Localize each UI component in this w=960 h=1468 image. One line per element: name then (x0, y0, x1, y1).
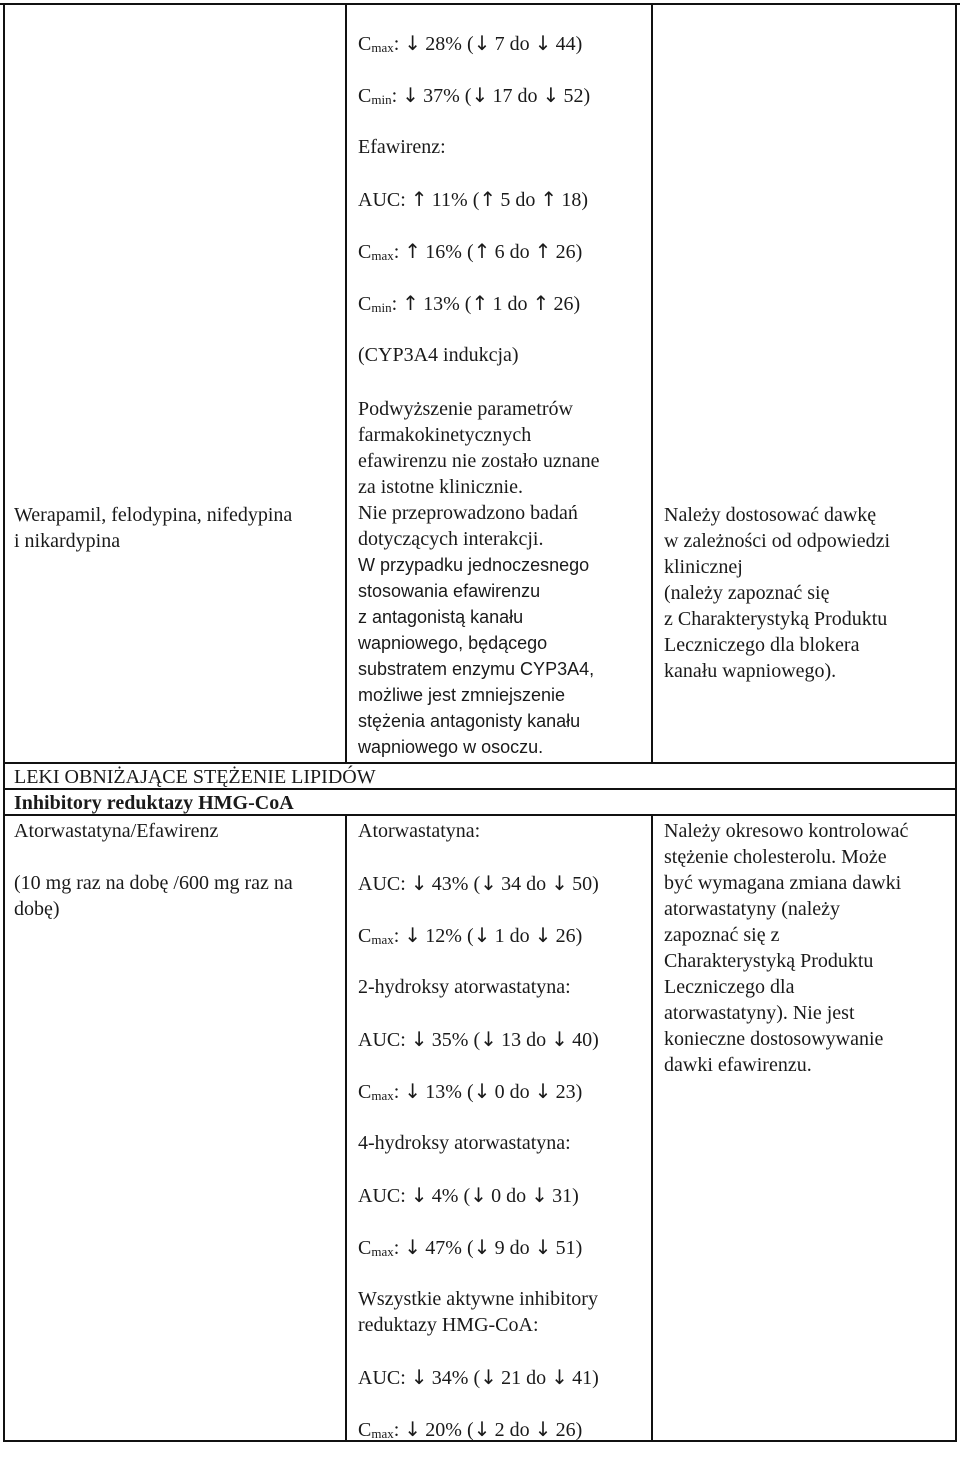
down-arrow-icon: ↓ (473, 31, 491, 55)
recommendation-cell-atorwastatyna (664, 818, 952, 1078)
effect-line-sans: substratem enzymu CYP3A4, (358, 659, 595, 679)
effect-line: dotyczących interakcji. (358, 528, 544, 550)
drug-title: Atorwastatyna/Efawirenz (14, 820, 219, 842)
recommendation-line: z Charakterystyką Produktu (664, 608, 888, 630)
dose-line: (10 mg raz na dobę /600 mg raz na (14, 872, 293, 894)
down-arrow-icon: ↓ (470, 1183, 487, 1207)
dose-line: dobę) (14, 898, 60, 920)
recommendation-line: konieczne dostosowywanie (664, 1028, 884, 1050)
down-arrow-icon: ↓ (534, 923, 552, 947)
effect-line-sans: stosowania efawirenzu (358, 581, 541, 601)
up-arrow-icon: ↑ (532, 291, 550, 315)
section-heading-text: LEKI OBNIŻAJĄCE STĘŻENIE LIPIDÓW (14, 766, 376, 788)
value-heading: 4-hydroksy atorwastatyna: (358, 1132, 571, 1154)
up-arrow-icon: ↑ (534, 239, 552, 263)
down-arrow-icon: ↓ (551, 871, 568, 895)
interaction-effect-cell-atorwastatyna (358, 818, 648, 1468)
recommendation-line: atorwastatyny (należy (664, 898, 841, 920)
drug-name-cell-atorwastatyna (14, 818, 344, 922)
recommendation-line: kanału wapniowego). (664, 660, 837, 682)
effect-line-sans: możliwe jest zmniejszenie (358, 685, 566, 705)
value-line: AUC: ↓ 43% (↓ 34 do ↓ 50) (358, 871, 599, 895)
up-arrow-icon: ↑ (471, 291, 489, 315)
value-line: Cmax: ↓ 47% (↓ 9 do ↓ 51) (358, 1235, 583, 1259)
down-arrow-icon: ↓ (473, 1079, 491, 1103)
value-line: AUC: ↓ 35% (↓ 13 do ↓ 40) (358, 1027, 599, 1051)
recommendation-line: Należy dostosować dawkę (664, 504, 877, 526)
effect-line-sans: stężenia antagonisty kanału (358, 711, 581, 731)
section-heading (14, 764, 914, 790)
down-arrow-icon: ↓ (473, 1235, 491, 1259)
effect-line-sans: wapniowego w osoczu. (358, 737, 544, 757)
recommendation-line: zapoznać się z (664, 924, 780, 946)
column-divider-1b (345, 815, 347, 1441)
down-arrow-icon: ↓ (402, 83, 419, 107)
down-arrow-icon: ↓ (534, 31, 552, 55)
down-arrow-icon: ↓ (410, 871, 428, 895)
recommendation-line: Charakterystyką Produktu (664, 950, 874, 972)
down-arrow-icon: ↓ (473, 923, 491, 947)
up-arrow-icon: ↑ (473, 239, 491, 263)
recommendation-line: Należy okresowo kontrolować (664, 820, 909, 842)
down-arrow-icon: ↓ (471, 83, 489, 107)
drug-name-cell-calcium-blockers (14, 502, 344, 554)
value-line: AUC: ↓ 34% (↓ 21 do ↓ 41) (358, 1365, 599, 1389)
effect-line: efawirenzu nie zostało uznane (358, 450, 600, 472)
value-heading: Atorwastatyna: (358, 820, 481, 842)
down-arrow-icon: ↓ (410, 1183, 428, 1207)
value-line: Cmax: ↓ 12% (↓ 1 do ↓ 26) (358, 923, 583, 947)
subsection-heading (14, 790, 914, 816)
up-arrow-icon: ↑ (540, 187, 558, 211)
down-arrow-icon: ↓ (473, 1417, 491, 1441)
down-arrow-icon: ↓ (534, 1235, 552, 1259)
recommendation-line: klinicznej (664, 556, 743, 578)
recommendation-line: być wymagana zmiana dawki (664, 872, 902, 894)
drug-name-line: i nikardypina (14, 530, 121, 552)
down-arrow-icon: ↓ (551, 1365, 568, 1389)
recommendation-line: stężenie cholesterolu. Może (664, 846, 887, 868)
column-divider-2b (651, 815, 653, 1441)
recommendation-line: Leczniczego dla blokera (664, 634, 860, 656)
effect-line: farmakokinetycznych (358, 424, 532, 446)
down-arrow-icon: ↓ (480, 871, 497, 895)
value-line: Cmax: ↓ 28% (↓ 7 do ↓ 44) (358, 31, 583, 55)
value-heading: Efawirenz: (358, 136, 446, 158)
effect-line-sans: z antagonistą kanału (358, 607, 524, 627)
up-arrow-icon: ↑ (404, 239, 422, 263)
down-arrow-icon: ↓ (551, 1027, 568, 1051)
table-left-border (3, 3, 5, 1441)
down-arrow-icon: ↓ (404, 1417, 422, 1441)
value-line: Cmax: ↓ 13% (↓ 0 do ↓ 23) (358, 1079, 583, 1103)
down-arrow-icon: ↓ (410, 1365, 428, 1389)
subsection-heading-text: Inhibitory reduktazy HMG-CoA (14, 792, 294, 814)
column-divider-2 (651, 3, 653, 763)
effect-line-sans: W przypadku jednoczesnego (358, 555, 590, 575)
up-arrow-icon: ↑ (479, 187, 497, 211)
recommendation-line: (należy zapoznać się (664, 582, 830, 604)
value-line: Cmin: ↓ 37% (↓ 17 do ↓ 52) (358, 83, 591, 107)
recommendation-line: atorwastatyny). Nie jest (664, 1002, 855, 1024)
down-arrow-icon: ↓ (542, 83, 560, 107)
down-arrow-icon: ↓ (480, 1365, 497, 1389)
value-note: (CYP3A4 indukcja) (358, 344, 519, 366)
value-line: Cmin: ↑ 13% (↑ 1 do ↑ 26) (358, 291, 581, 315)
down-arrow-icon: ↓ (404, 923, 422, 947)
table-right-border (955, 3, 957, 1441)
recommendation-cell-calcium-blockers (664, 502, 952, 684)
up-arrow-icon: ↑ (410, 187, 428, 211)
down-arrow-icon: ↓ (534, 1079, 552, 1103)
value-line: Cmax: ↓ 20% (↓ 2 do ↓ 26) (358, 1417, 583, 1441)
down-arrow-icon: ↓ (410, 1027, 428, 1051)
down-arrow-icon: ↓ (531, 1183, 548, 1207)
column-divider-1 (345, 3, 347, 763)
row1-values-cell (358, 30, 648, 394)
down-arrow-icon: ↓ (534, 1417, 552, 1441)
up-arrow-icon: ↑ (402, 291, 419, 315)
effect-line: Nie przeprowadzono badań (358, 502, 578, 524)
down-arrow-icon: ↓ (404, 1235, 422, 1259)
effect-line: za istotne klinicznie. (358, 476, 523, 498)
value-line: AUC: ↓ 4% (↓ 0 do ↓ 31) (358, 1183, 579, 1207)
interaction-effect-cell-calcium-blockers (358, 396, 648, 760)
drug-name-line: Werapamil, felodypina, nifedypina (14, 504, 293, 526)
value-heading-multiline: Wszystkie aktywne inhibitory reduktazy HMG-CoA: (358, 1288, 598, 1336)
table-top-border (0, 3, 960, 5)
recommendation-line: Leczniczego dla (664, 976, 795, 998)
value-line: AUC: ↑ 11% (↑ 5 do ↑ 18) (358, 187, 589, 211)
down-arrow-icon: ↓ (404, 31, 422, 55)
value-line: Cmax: ↑ 16% (↑ 6 do ↑ 26) (358, 239, 583, 263)
recommendation-line: w zależności od odpowiedzi (664, 530, 891, 552)
effect-line-sans: wapniowego, będącego (358, 633, 548, 653)
value-heading: 2-hydroksy atorwastatyna: (358, 976, 571, 998)
down-arrow-icon: ↓ (480, 1027, 497, 1051)
effect-line: Podwyższenie parametrów (358, 398, 573, 420)
down-arrow-icon: ↓ (404, 1079, 422, 1103)
recommendation-line: dawki efawirenzu. (664, 1054, 812, 1076)
